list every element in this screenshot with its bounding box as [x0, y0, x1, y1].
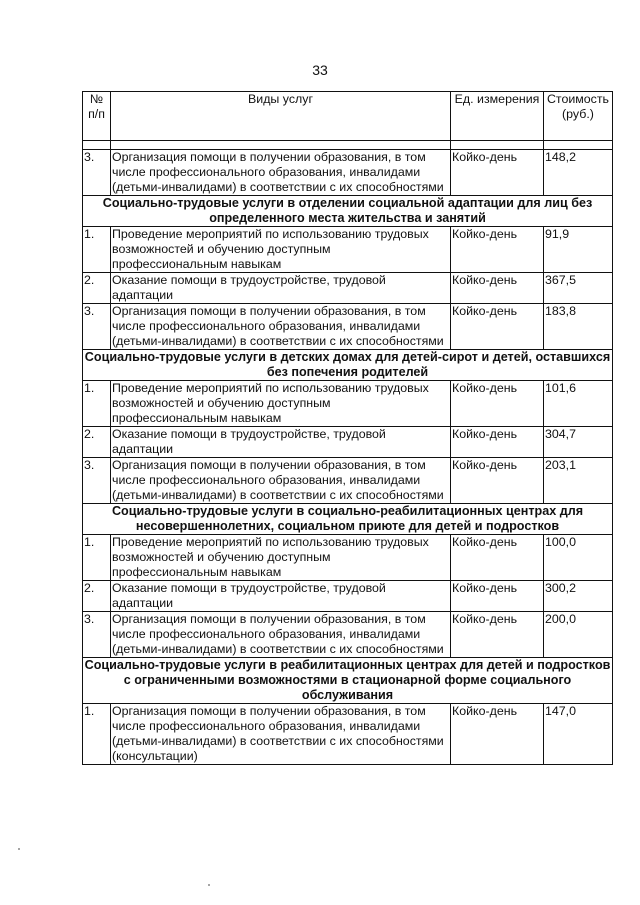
section-header-row: [83, 196, 613, 227]
service-price: 147,0: [544, 704, 613, 765]
header-number: № п/п: [83, 92, 111, 141]
table-row: [83, 304, 613, 350]
service-price: 100,0: [544, 535, 613, 581]
header-service-type: Виды услуг: [111, 92, 451, 141]
service-price: 304,7: [544, 427, 613, 458]
page-number: 33: [312, 62, 328, 78]
table-row: [83, 581, 613, 612]
service-price: 148,2: [544, 150, 613, 196]
table-row: [83, 427, 613, 458]
service-name: Организация помощи в получении образования, в том числе профессионального образования, инвалидами (детьми-инвалидами) в соответствии с их способностями (консультации): [111, 704, 451, 765]
service-name: Организация помощи в получении образования, в том числе профессионального образования, инвалидами (детьми-инвалидами) в соответствии с их способностями: [111, 458, 451, 504]
scan-speck: [208, 884, 210, 886]
unit-of-measure: Койко-день: [451, 704, 544, 765]
header-separator-row: [83, 141, 613, 150]
table-header-row: [83, 92, 613, 141]
section-header-row: [83, 504, 613, 535]
service-name: Проведение мероприятий по использованию трудовых возможностей и обучению доступным профессиональным навыкам: [111, 535, 451, 581]
row-number: 3.: [83, 458, 111, 504]
service-price: 183,8: [544, 304, 613, 350]
header-unit: Ед. измерения: [451, 92, 544, 141]
unit-of-measure: Койко-день: [451, 535, 544, 581]
service-price: 91,9: [544, 227, 613, 273]
row-number: 2.: [83, 273, 111, 304]
service-name: Оказание помощи в трудоустройстве, трудовой адаптации: [111, 273, 451, 304]
service-name: Организация помощи в получении образования, в том числе профессионального образования, инвалидами (детьми-инвалидами) в соответствии с их способностями: [111, 304, 451, 350]
unit-of-measure: Койко-день: [451, 150, 544, 196]
unit-of-measure: Койко-день: [451, 612, 544, 658]
service-name: Организация помощи в получении образования, в том числе профессионального образования, инвалидами (детьми-инвалидами) в соответствии с их способностями: [111, 612, 451, 658]
row-number: 1.: [83, 381, 111, 427]
table-row: [83, 535, 613, 581]
table-row: [83, 612, 613, 658]
unit-of-measure: Койко-день: [451, 304, 544, 350]
table-row: [83, 458, 613, 504]
section-title: Социально-трудовые услуги в отделении социальной адаптации для лиц без определенного места жительства и занятий: [83, 196, 613, 227]
header-price: Стоимость (руб.): [544, 92, 613, 141]
unit-of-measure: Койко-день: [451, 427, 544, 458]
service-price: 203,1: [544, 458, 613, 504]
table-body: [83, 150, 613, 765]
service-price: 101,6: [544, 381, 613, 427]
table-row: [83, 227, 613, 273]
section-header-row: [83, 658, 613, 704]
section-title: Социально-трудовые услуги в детских домах для детей-сирот и детей, оставшихся без попечения родителей: [83, 350, 613, 381]
service-name: Проведение мероприятий по использованию трудовых возможностей и обучению доступным профессиональным навыкам: [111, 227, 451, 273]
unit-of-measure: Койко-день: [451, 581, 544, 612]
unit-of-measure: Койко-день: [451, 227, 544, 273]
unit-of-measure: Койко-день: [451, 381, 544, 427]
service-name: Проведение мероприятий по использованию трудовых возможностей и обучению доступным профессиональным навыкам: [111, 381, 451, 427]
table-row: [83, 704, 613, 765]
row-number: 3.: [83, 612, 111, 658]
service-name: Оказание помощи в трудоустройстве, трудовой адаптации: [111, 427, 451, 458]
services-table: [82, 91, 613, 765]
service-price: 200,0: [544, 612, 613, 658]
section-title: Социально-трудовые услуги в социально-реабилитационных центрах для несовершеннолетних, социальном приюте для детей и подростков: [83, 504, 613, 535]
service-name: Организация помощи в получении образования, в том числе профессионального образования, инвалидами (детьми-инвалидами) в соответствии с их способностями: [111, 150, 451, 196]
scan-speck: [18, 848, 20, 850]
row-number: 3.: [83, 150, 111, 196]
row-number: 2.: [83, 581, 111, 612]
row-number: 1.: [83, 535, 111, 581]
service-price: 367,5: [544, 273, 613, 304]
row-number: 1.: [83, 704, 111, 765]
section-header-row: [83, 350, 613, 381]
unit-of-measure: Койко-день: [451, 458, 544, 504]
table-row: [83, 150, 613, 196]
table-row: [83, 381, 613, 427]
row-number: 3.: [83, 304, 111, 350]
table-row: [83, 273, 613, 304]
service-price: 300,2: [544, 581, 613, 612]
section-title: Социально-трудовые услуги в реабилитационных центрах для детей и подростков с ограниченными возможностями в стационарной форме социального обслуживания: [83, 658, 613, 704]
service-name: Оказание помощи в трудоустройстве, трудовой адаптации: [111, 581, 451, 612]
row-number: 1.: [83, 227, 111, 273]
row-number: 2.: [83, 427, 111, 458]
unit-of-measure: Койко-день: [451, 273, 544, 304]
